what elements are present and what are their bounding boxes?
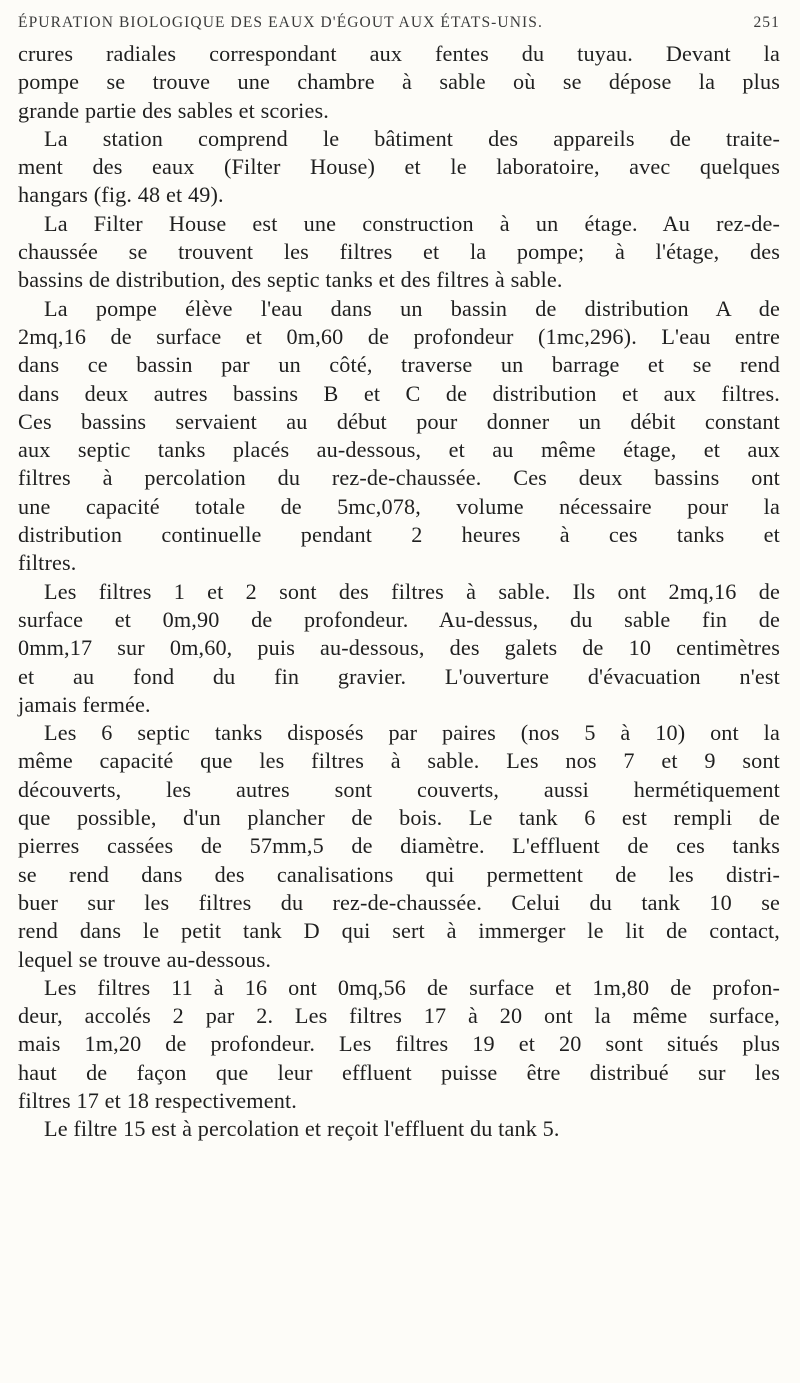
text-line-21: surface et 0m,90 de profondeur. Au-dessus, du sable fin de [18,606,780,632]
text-line-17: une capacité totale de 5mc,078, volume nécessaire pour la [18,493,780,519]
text-line-23: et au fond du fin gravier. L'ouverture d'évacuation n'est [18,663,780,689]
text-line-19: filtres. [18,550,77,576]
text-line-32: rend dans le petit tank D qui sert à immerger le lit de contact, [18,918,780,944]
running-head [18,12,780,34]
text-line-18: distribution continuelle pendant 2 heures à ces tanks et [18,522,780,548]
text-line-8: chaussée se trouvent les filtres et la pompe; à l'étage, des [18,239,780,265]
text-line-29: pierres cassées de 57mm,5 de diamètre. L'effluent de ces tanks [18,833,780,859]
text-line-4: La station comprend le bâtiment des appareils de traite- [44,125,780,151]
text-line-39: Le filtre 15 est à percolation et reçoit l'effluent du tank 5. [44,1116,560,1142]
text-line-5: ment des eaux (Filter House) et le laboratoire, avec quelques [18,154,780,180]
text-line-37: haut de façon que leur effluent puisse être distribué sur les [18,1059,780,1085]
text-line-14: Ces bassins servaient au début pour donner un débit constant [18,408,780,434]
text-line-26: même capacité que les filtres à sable. Les nos 7 et 9 sont [18,748,780,774]
text-line-36: mais 1m,20 de profondeur. Les filtres 19 et 20 sont situés plus [18,1031,780,1057]
text-line-2: pompe se trouve une chambre à sable où se dépose la plus [18,69,780,95]
text-line-12: dans ce bassin par un côté, traverse un barrage et se rend [18,352,780,378]
text-line-9: bassins de distribution, des septic tanks et des filtres à sable. [18,267,563,293]
text-line-1: crures radiales correspondant aux fentes du tuyau. Devant la [18,41,780,66]
text-line-3: grande partie des sables et scories. [18,97,329,123]
text-line-24: jamais fermée. [18,691,151,717]
text-line-20: Les filtres 1 et 2 sont des filtres à sable. Ils ont 2mq,16 de [44,578,780,604]
page-number: 251 [753,14,780,31]
text-line-34: Les filtres 11 à 16 ont 0mq,56 de surface et 1m,80 de profon- [44,974,780,1000]
text-line-13: dans deux autres bassins B et C de distribution et aux filtres. [18,380,780,406]
text-line-30: se rend dans des canalisations qui permettent de les distri- [18,861,780,887]
text-line-28: que possible, d'un plancher de bois. Le tank 6 est rempli de [18,805,780,831]
text-line-15: aux septic tanks placés au-dessous, et au même étage, et aux [18,437,780,463]
document-page [18,12,780,1144]
text-line-25: Les 6 septic tanks disposés par paires (nos 5 à 10) ont la [44,720,780,746]
text-line-6: hangars (fig. 48 et 49). [18,182,224,208]
text-line-38: filtres 17 et 18 respectivement. [18,1087,297,1113]
body-text [18,40,780,1144]
text-line-31: buer sur les filtres du rez-de-chaussée. Celui du tank 10 se [18,889,780,915]
text-line-27: découverts, les autres sont couverts, aussi hermétiquement [18,776,780,802]
text-line-11: 2mq,16 de surface et 0m,60 de profondeur (1mc,296). L'eau entre [18,323,780,349]
text-line-22: 0mm,17 sur 0m,60, puis au-dessous, des galets de 10 centimètres [18,635,780,661]
text-line-35: deur, accolés 2 par 2. Les filtres 17 à 20 ont la même surface, [18,1003,780,1029]
text-line-16: filtres à percolation du rez-de-chaussée. Ces deux bassins ont [18,465,780,491]
text-line-10: La pompe élève l'eau dans un bassin de distribution A de [44,295,780,321]
running-title: ÉPURATION BIOLOGIQUE DES EAUX D'ÉGOUT AUX ÉTATS-UNIS. [18,14,543,31]
text-line-7: La Filter House est une construction à un étage. Au rez-de- [44,210,780,236]
text-line-33: lequel se trouve au-dessous. [18,946,272,972]
